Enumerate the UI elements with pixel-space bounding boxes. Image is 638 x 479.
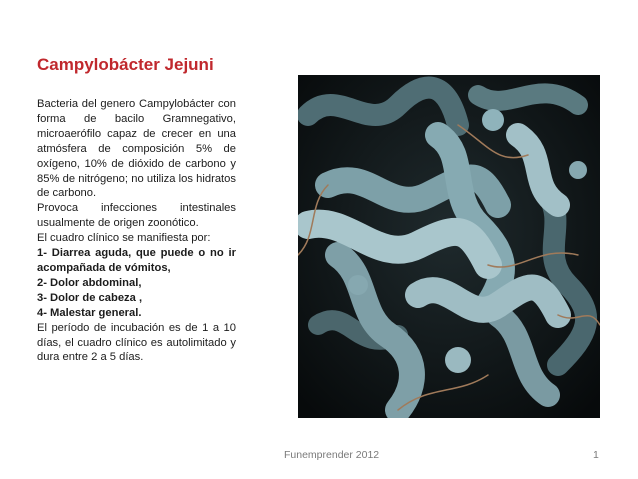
symptom-item: 1- Diarrea aguda, que puede o no ir acompañada de vómitos, (37, 247, 236, 274)
description-paragraph: Bacteria del genero Campylobácter con forma de bacilo Gramnegativo, microaerófilo capaz de crecer en una atmósfera de composición 5% de oxígeno, 10% de dióxido de carbono y 85% de nitrógeno; no utiliza los hidratos de carbono. (37, 98, 236, 200)
incubation-paragraph: El período de incubación es de 1 a 10 días, el cuadro clínico es autolimitado y dura entre 2 a 5 días. (37, 321, 236, 364)
footer-text: Funemprender 2012 (284, 449, 380, 461)
bacteria-micrograph (298, 75, 600, 418)
infection-paragraph: Provoca infecciones intestinales usualmente de origen zoonótico. (37, 202, 236, 230)
slide-body (37, 97, 236, 365)
clinical-intro: El cuadro clínico se manifiesta por: (37, 232, 211, 245)
slide-title: Campylobácter Jejuni (37, 55, 214, 74)
symptom-item: 2- Dolor abdominal, (37, 276, 142, 289)
bacteria-illustration (298, 75, 600, 418)
page-number: 1 (593, 449, 599, 461)
symptom-item: 4- Malestar general. (37, 306, 142, 319)
symptom-item: 3- Dolor de cabeza , (37, 291, 143, 304)
